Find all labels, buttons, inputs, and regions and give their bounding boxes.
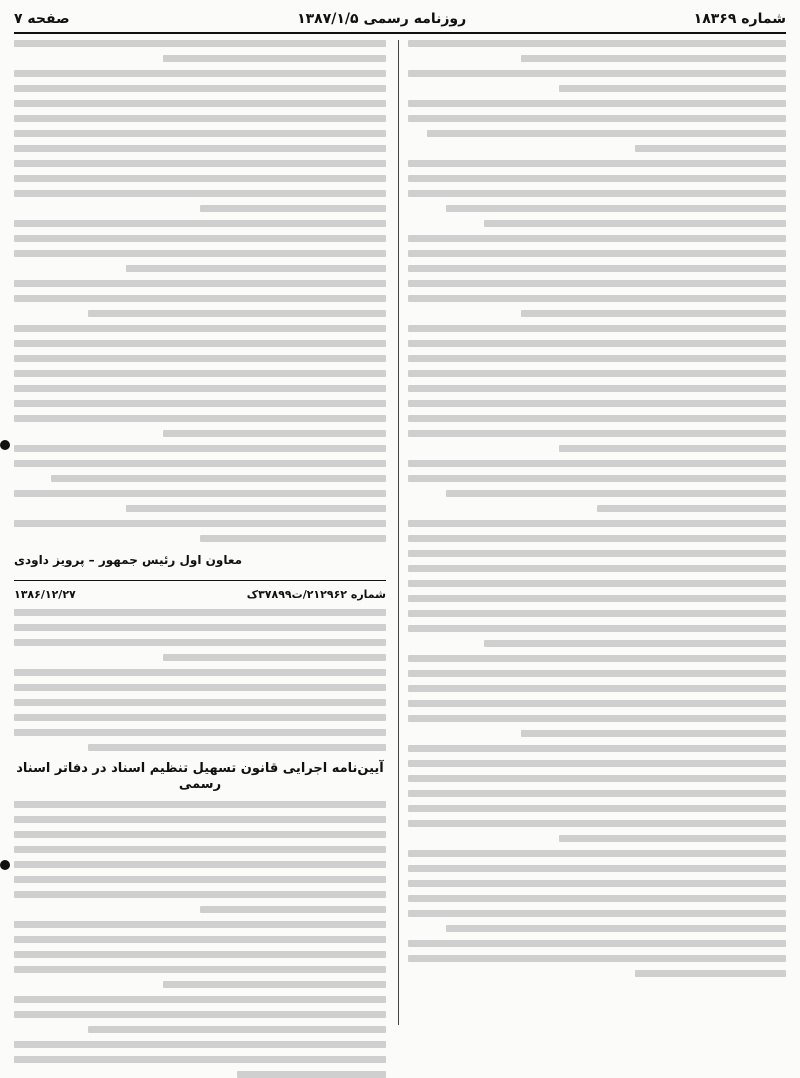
scan-binding-hole bbox=[0, 440, 10, 450]
paragraph bbox=[408, 460, 786, 512]
paragraph bbox=[408, 40, 786, 62]
newspaper-date: روزنامه رسمی ۱۳۸۷/۱/۵ bbox=[297, 11, 467, 27]
signature: معاون اول رئیس جمهور – پرویز داودی bbox=[14, 553, 243, 567]
paragraph bbox=[14, 1041, 386, 1078]
paragraph bbox=[408, 325, 786, 452]
paragraph bbox=[14, 325, 386, 437]
section-rule bbox=[14, 580, 386, 581]
paragraph bbox=[14, 70, 386, 212]
paragraph bbox=[408, 160, 786, 227]
notice-meta bbox=[14, 587, 386, 603]
paragraph bbox=[408, 100, 786, 152]
paragraph bbox=[14, 921, 386, 988]
notice-title: آیین‌نامه اجرایی قانون تسهیل تنظیم اسناد در دفاتر اسناد رسمی bbox=[16, 761, 384, 792]
paragraph bbox=[408, 940, 786, 977]
paragraph bbox=[14, 801, 386, 913]
notice-date: ۱۳۸۶/۱۲/۲۷ bbox=[14, 588, 76, 601]
paragraph bbox=[14, 609, 386, 661]
page-number: صفحه ۷ bbox=[14, 11, 70, 27]
paragraph bbox=[408, 70, 786, 92]
paragraph bbox=[14, 445, 386, 482]
right-column bbox=[408, 40, 786, 1025]
notice-number: شماره ۲۱۲۹۶۲/ت۳۷۸۹۹ک bbox=[246, 588, 386, 601]
paragraph bbox=[14, 996, 386, 1033]
paragraph bbox=[14, 280, 386, 317]
paragraph bbox=[14, 220, 386, 272]
paragraph bbox=[408, 850, 786, 932]
paragraph bbox=[408, 745, 786, 842]
left-column bbox=[14, 40, 386, 1025]
paragraph bbox=[408, 235, 786, 317]
paragraph bbox=[14, 520, 386, 542]
paragraph bbox=[14, 40, 386, 62]
column-divider bbox=[398, 40, 399, 1025]
page-header bbox=[14, 6, 786, 34]
paragraph bbox=[14, 490, 386, 512]
issue-number: شماره ۱۸۳۶۹ bbox=[693, 11, 786, 27]
paragraph bbox=[408, 655, 786, 737]
paragraph bbox=[14, 669, 386, 751]
paragraph bbox=[408, 520, 786, 647]
scan-binding-hole bbox=[0, 860, 10, 870]
